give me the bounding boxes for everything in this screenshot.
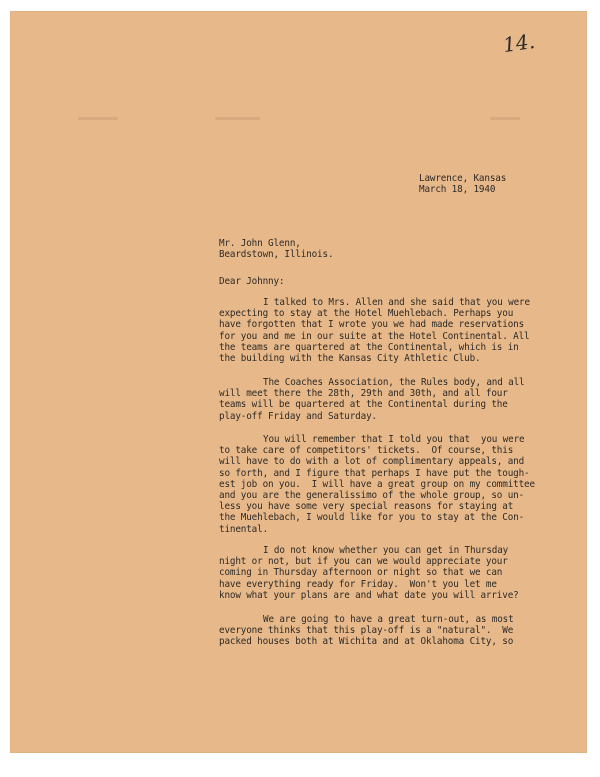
paragraph-line: tinental. — [219, 523, 269, 535]
paragraph-line: to take care of competitors' tickets. Of course, this — [219, 445, 514, 457]
paragraph-line: I talked to Mrs. Allen and she said that you were — [263, 297, 530, 308]
paragraph-line: I do not know whether you can get in Thursday — [263, 545, 509, 556]
body-paragraph — [219, 377, 524, 422]
recipient-city: Beardstown, Illinois. — [219, 249, 334, 261]
salutation: Dear Johnny: — [219, 276, 285, 287]
paragraph-line: have forgotten that I wrote you we had made reservations — [219, 319, 525, 331]
bleed-through-mark — [78, 117, 118, 120]
inside-address — [219, 238, 333, 260]
paragraph-line: know what your plans are and what date you will arrive? — [219, 589, 519, 601]
paragraph-line: the Muehlebach, I would like for you to stay at the Con- — [219, 512, 525, 524]
dateline — [419, 173, 506, 195]
paragraph-line: You will remember that I told you that you were — [263, 434, 525, 445]
handwritten-page-number: 14. — [501, 28, 537, 58]
paragraph-line: and you are the generalissimo of the whole group, so un- — [219, 490, 525, 502]
recipient-name: Mr. John Glenn, — [219, 238, 301, 249]
paragraph-line: have everything ready for Friday. Won't you let me — [219, 578, 497, 590]
paragraph-line: packed houses both at Wichita and at Oklahoma City, so — [219, 636, 514, 648]
paragraph-line: coming in Thursday afternoon or night so that we can — [219, 567, 503, 579]
body-paragraph — [219, 434, 535, 535]
paragraph-line: teams will be quartered at the Continental during the — [219, 399, 508, 411]
paragraph-line: est job on you. I will have a great group on my committee — [219, 478, 535, 490]
paragraph-line: play-off Friday and Saturday. — [219, 410, 377, 422]
paragraph-line: for you and me in our suite at the Hotel Continental. All — [219, 330, 530, 342]
bleed-through-mark — [490, 117, 520, 120]
paragraph-line: will meet there the 28th, 29th and 30th, and all four — [219, 388, 508, 400]
paragraph-line: We are going to have a great turn-out, as most — [263, 614, 514, 625]
paragraph-line: The Coaches Association, the Rules body, and all — [263, 377, 525, 388]
body-paragraph — [219, 297, 530, 364]
paragraph-line: everyone thinks that this play-off is a "natural". We — [219, 625, 514, 637]
paragraph-line: so forth, and I figure that perhaps I have put the tough- — [219, 467, 530, 479]
paragraph-line: night or not, but if you can we would appreciate your — [219, 556, 508, 568]
dateline-date: March 18, 1940 — [419, 184, 496, 196]
paragraph-line: the building with the Kansas City Athletic Club. — [219, 353, 481, 365]
paragraph-line: less you have some very special reasons for staying at — [219, 501, 514, 513]
paragraph-line: expecting to stay at the Hotel Muehlebach. Perhaps you — [219, 308, 514, 320]
bleed-through-mark — [215, 117, 260, 120]
dateline-place: Lawrence, Kansas — [419, 173, 507, 184]
paragraph-line: the teams are quartered at the Continental, which is in — [219, 341, 519, 353]
body-paragraph — [219, 614, 514, 648]
paragraph-line: will have to do with a lot of complimentary appeals, and — [219, 456, 525, 468]
body-paragraph — [219, 545, 519, 601]
